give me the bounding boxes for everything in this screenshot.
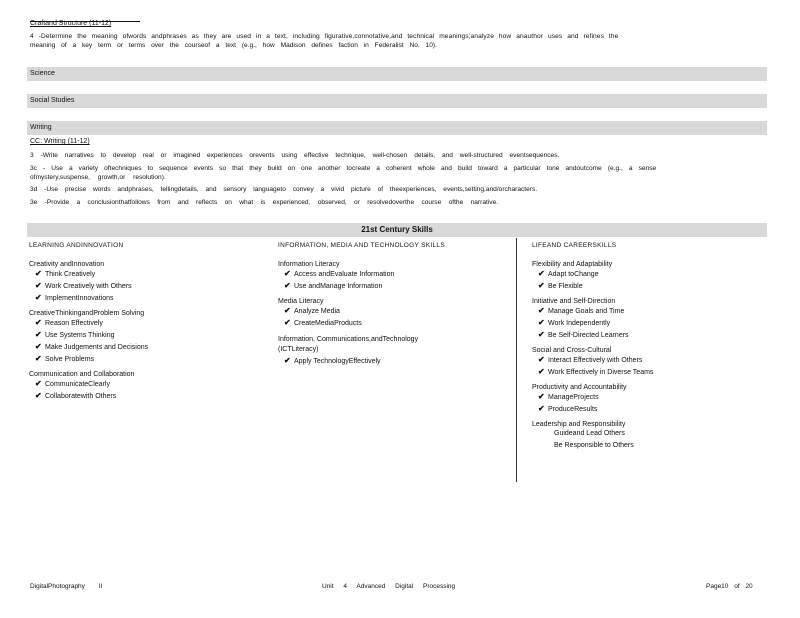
- footer-unit: Unit 4 Advanced Digital Processing: [322, 583, 456, 590]
- skill-item: [29, 280, 269, 292]
- skill-label: ImplementInnovations: [45, 295, 114, 302]
- skill-label: Use andManage Information: [294, 283, 383, 290]
- skill-item: [532, 354, 767, 366]
- skill-item: [532, 440, 767, 452]
- social-studies-label: Social Studies: [30, 97, 75, 104]
- checkmark-icon: ✔: [284, 356, 291, 365]
- checkmark-icon: ✔: [284, 306, 291, 315]
- category-title: Media Literacy: [278, 298, 324, 305]
- writing-standard-3c-line-1: 3c - Use a variety oftechniques to sequence events so that they build on one another tocreate a coherent whole and build toward a particular tone andoutcome (e.g., a sense: [30, 165, 657, 172]
- skill-label: Apply TechnologyEffectively: [294, 358, 381, 365]
- standard-4-line-1: 4 -Determine the meaning ofwords andphrases as they are used in a text, including figurative,connotative,and technical meanings;analyze how anauthor uses and refines the: [30, 33, 619, 40]
- writing-standard-3c-line-2: ofmystery,suspense, growth,or resolution).: [30, 174, 166, 181]
- footer-page-number: Page10 of 20: [706, 583, 753, 590]
- skill-item: [278, 280, 510, 292]
- skill-label: Adapt toChange: [548, 271, 599, 278]
- checkmark-icon: ✔: [284, 318, 291, 327]
- skill-label: ManageProjects: [548, 394, 599, 401]
- skill-label: Make Judgements and Decisions: [45, 344, 149, 351]
- skills-column-learning: [29, 238, 269, 402]
- checkmark-icon: ✔: [35, 342, 42, 351]
- skill-label: Access andEvaluate Information: [294, 271, 395, 278]
- category-title: Social and Cross-Cultural: [532, 347, 612, 354]
- writing-standard-3: 3 -Write narratives to develop real or imagined experiences orevents using effective technique, well-chosen details, and well-structured eventsequences.: [30, 152, 560, 159]
- column-heading: LIFEAND CAREERSKILLS: [532, 242, 617, 249]
- writing-standard-3d: 3d -Use precise words andphrases, tellingdetails, and sensory languageto convey a vivid picture of theexperiences, events,setting,and/orcharacters.: [30, 186, 538, 193]
- skill-item: [29, 341, 269, 353]
- category-title: Initiative and Self-Direction: [532, 298, 616, 305]
- skill-label: Interact Effectively with Others: [548, 357, 643, 364]
- science-label: Science: [30, 70, 55, 77]
- checkmark-icon: ✔: [35, 379, 42, 388]
- skill-item: [278, 268, 510, 280]
- checkmark-icon: ✔: [35, 354, 42, 363]
- skill-label: CommunicateClearly: [45, 381, 110, 388]
- skill-item: [29, 329, 269, 341]
- checkmark-icon: ✔: [538, 404, 545, 413]
- skill-label: Think Creatively: [45, 271, 96, 278]
- category-title: Information, Communications,andTechnology (ICTLiteracy): [278, 336, 419, 353]
- skill-item: [532, 366, 767, 378]
- checkmark-icon: ✔: [538, 269, 545, 278]
- cc-writing-heading: CC: Writing (11-12): [30, 138, 90, 145]
- category-title: Leadership and Responsibility: [532, 421, 626, 428]
- checkmark-icon: ✔: [538, 330, 545, 339]
- skill-label: Guideand Lead Others: [554, 430, 625, 437]
- checkmark-icon: ✔: [538, 281, 545, 290]
- skill-item: [532, 428, 767, 440]
- skill-label: CreateMediaProducts: [294, 320, 362, 327]
- column-heading: INFORMATION, MEDIA AND TECHNOLOGY SKILLS: [278, 242, 445, 249]
- craft-structure-heading: Craftand Structure (11-12): [30, 20, 112, 27]
- skill-item: [278, 355, 510, 367]
- science-band: [27, 67, 767, 81]
- skill-label: Analyze Media: [294, 308, 340, 315]
- category-title: Creativity andInnovation: [29, 261, 105, 268]
- skill-item: [532, 329, 767, 341]
- skills-column-life-career: [532, 238, 767, 452]
- skill-item: [532, 268, 767, 280]
- column-heading: LEARNING ANDINNOVATION: [29, 242, 124, 249]
- checkmark-icon: ✔: [35, 318, 42, 327]
- skill-label: ProduceResults: [548, 406, 598, 413]
- skill-label: Manage Goals and Time: [548, 308, 625, 315]
- heading-underline: [30, 21, 140, 22]
- skill-item: [29, 292, 269, 304]
- skill-label: Solve Problems: [45, 356, 95, 363]
- skill-label: Be Flexible: [548, 283, 583, 290]
- skill-item: [29, 353, 269, 365]
- checkmark-icon: ✔: [284, 269, 291, 278]
- skill-label: Collaboratewith Others: [45, 393, 117, 400]
- checkmark-icon: ✔: [35, 293, 42, 302]
- writing-band: [27, 121, 767, 135]
- skills-column-information: [278, 238, 510, 367]
- column-divider: [516, 238, 517, 482]
- skill-item: [278, 317, 510, 329]
- skill-label: Use Systems Thinking: [45, 332, 115, 339]
- skill-label: Work Independently: [548, 320, 611, 327]
- standard-4-line-2: meaning of a key term or terms over the courseof a text (e.g., how Madison defines faction in Federalist No. 10).: [30, 42, 437, 49]
- skill-item: [29, 268, 269, 280]
- checkmark-icon: ✔: [35, 391, 42, 400]
- skill-label: Be Responsible to Others: [554, 442, 634, 449]
- skill-item: [532, 305, 767, 317]
- category-title: CreativeThinkingandProblem Solving: [29, 310, 145, 317]
- checkmark-icon: ✔: [35, 330, 42, 339]
- skill-label: Work Creatively with Others: [45, 283, 132, 290]
- checkmark-icon: ✔: [35, 269, 42, 278]
- writing-standard-3e: 3e -Provide a conclusionthatfollows from and reflects on what is experienced, observed, or resolvedoverthe course ofthe narrative.: [30, 199, 499, 206]
- skill-item: [532, 391, 767, 403]
- skill-item: [532, 280, 767, 292]
- skill-item: [532, 403, 767, 415]
- checkmark-icon: ✔: [35, 281, 42, 290]
- skill-item: [278, 305, 510, 317]
- category-title: Communication and Collaboration: [29, 371, 135, 378]
- checkmark-icon: ✔: [538, 306, 545, 315]
- skill-item: [29, 390, 269, 402]
- checkmark-icon: ✔: [538, 392, 545, 401]
- category-title: Information Literacy: [278, 261, 340, 268]
- skill-label: Work Effectively in Diverse Teams: [548, 369, 654, 376]
- category-title: Productivity and Accountability: [532, 384, 627, 391]
- footer-course: DigitalPhotography II: [30, 583, 103, 590]
- category-title: Flexibility and Adaptability: [532, 261, 613, 268]
- checkmark-icon: ✔: [538, 318, 545, 327]
- social-studies-band: [27, 94, 767, 108]
- writing-label: Writing: [30, 124, 52, 131]
- checkmark-icon: ✔: [538, 367, 545, 376]
- skill-item: [29, 317, 269, 329]
- checkmark-icon: ✔: [538, 355, 545, 364]
- skills-header: 21st Century Skills: [27, 223, 767, 237]
- skill-label: Be Self-Directed Learners: [548, 332, 629, 339]
- skill-item: [29, 378, 269, 390]
- skill-item: [532, 317, 767, 329]
- checkmark-icon: ✔: [284, 281, 291, 290]
- skill-label: Reason Effectively: [45, 320, 103, 327]
